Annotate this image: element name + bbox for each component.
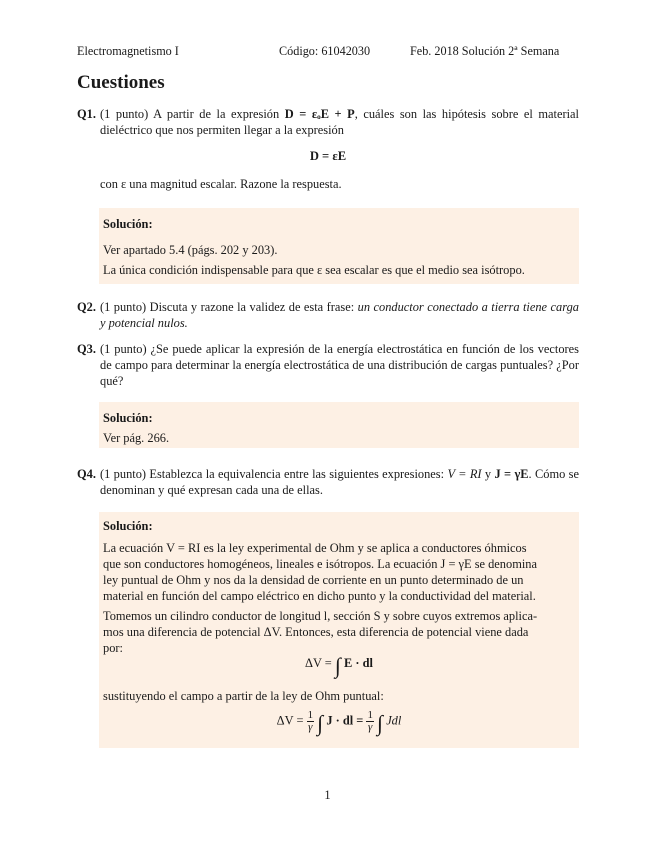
question-1-formula: D = εE	[309, 149, 347, 163]
solution-4-p3: sustituyendo el campo a partir de la ley de Ohm puntual:	[103, 689, 384, 703]
solution-4-p1-line-1: La ecuación V = RI es la ley experimental de Ohm y se aplica a conductores óhmicos	[103, 541, 527, 555]
solution-4-p1-line-4: material en función del campo eléctrico en dicho punto y la conductividad del material.	[103, 589, 536, 603]
question-1-number: Q1.	[77, 107, 96, 121]
question-2-text: (1 punto) Discuta y razone la validez de esta frase:	[100, 300, 355, 314]
question-3-text: (1 punto) ¿Se puede aplicar la expresión de la energía electrostática en función de los vectores de campo para determinar la energía electrostática de una distribución de cargas puntuales? ¿Por qué?	[100, 342, 579, 388]
integral-sign-icon: ∫	[334, 653, 341, 678]
integral-sign-icon: ∫	[377, 710, 384, 736]
question-1-text-a: (1 punto) A partir de la expresión	[100, 107, 280, 121]
solution-4-title: Solución:	[103, 519, 153, 533]
solution-3-line-1: Ver pág. 266.	[103, 431, 170, 445]
header-course: Electromagnetismo I	[77, 44, 179, 58]
solution-3-box	[99, 402, 579, 448]
question-1-after: con ε una magnitud escalar. Razone la respuesta.	[100, 177, 342, 191]
page-number: 1	[324, 788, 331, 802]
solution-4-p1-line-3: ley puntual de Ohm y nos da la densidad de corriente en un punto determinado de un	[103, 573, 524, 587]
question-3-number: Q3.	[77, 342, 96, 356]
question-4-text-b: . Cómo se denominan y qué expresan cada una de ellas.	[100, 467, 579, 497]
question-4	[77, 466, 579, 498]
solution-4-p2-line-3: por:	[103, 641, 123, 655]
solution-1-box	[99, 208, 579, 284]
question-1-formula-inline: D = εₒE + P	[284, 107, 355, 121]
question-4-formula-1: V = RI	[447, 467, 482, 481]
solution-3-title: Solución:	[103, 411, 153, 425]
fraction: $\frac{1}{\gamma}$	[307, 709, 314, 733]
solution-1-line-1: Ver apartado 5.4 (págs. 202 y 203).	[103, 243, 278, 257]
question-4-formula-2: J = γE	[494, 467, 529, 481]
section-title: Cuestiones	[77, 72, 165, 93]
integral-sign-icon: ∫	[317, 710, 324, 736]
solution-4-p1-line-2: que son conductores homogéneos, lineales e isótropos. La ecuación J = γE se denomina	[103, 557, 537, 571]
solution-1-title: Solución:	[103, 217, 153, 231]
question-4-mid: y	[484, 467, 492, 481]
fraction: $\frac{1}{\gamma}$	[367, 709, 373, 733]
question-4-number: Q4.	[77, 467, 96, 481]
solution-4-p2-line-1: Tomemos un cilindro conductor de longitud l, sección S y sobre cuyos extremos aplica-	[103, 609, 538, 623]
header-code: Código: 61042030	[279, 44, 371, 58]
question-3	[77, 341, 579, 389]
question-1	[77, 106, 579, 138]
solution-4-equation-1: ΔV = ∫ E · dl	[305, 653, 373, 678]
question-4-text-a: (1 punto) Establezca la equivalencia entre las siguientes expresiones:	[100, 467, 445, 481]
question-2	[77, 299, 579, 331]
question-1-text-b: , cuáles son las hipótesis sobre el material dieléctrico que nos permiten llegar a la expresión	[100, 107, 580, 137]
solution-4-box	[99, 512, 579, 748]
solution-1-line-2: La única condición indispensable para que ε sea escalar es que el medio sea isótropo.	[103, 263, 525, 277]
solution-4-p2-line-2: mos una diferencia de potencial ΔV. Entonces, esta diferencia de potencial viene dada	[103, 625, 529, 639]
header-exam: Feb. 2018 Solución 2ª Semana	[410, 44, 560, 58]
question-2-number: Q2.	[77, 300, 96, 314]
solution-4-equation-2: ΔV = $\frac{1}{\gamma}$ ∫ J · dl = $\frac{1}{\gamma}$ ∫ Jdl	[276, 709, 402, 736]
question-2-italic: un conductor conectado a tierra tiene carga y potencial nulos.	[100, 300, 579, 330]
